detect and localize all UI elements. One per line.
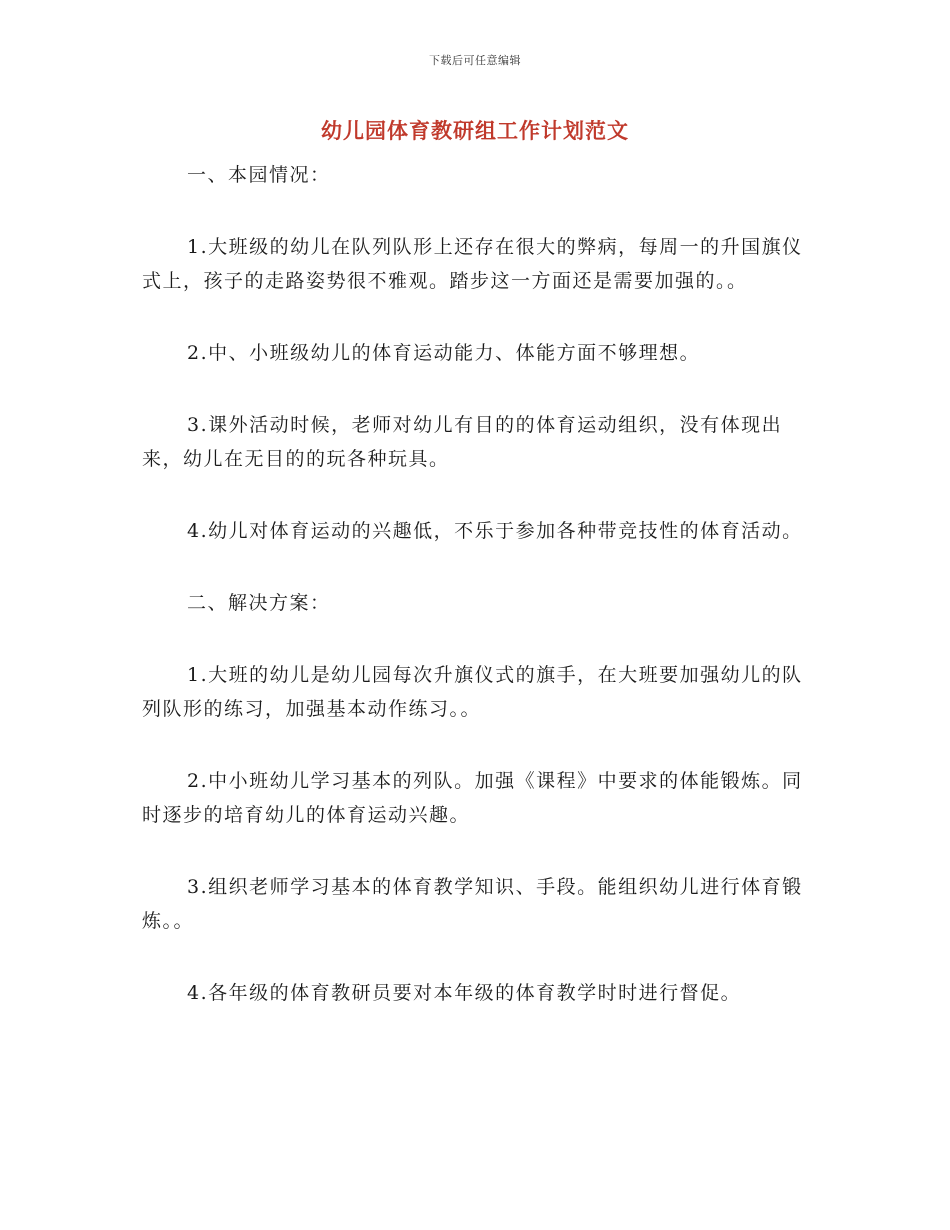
paragraph-solution-2: 2.中小班幼儿学习基本的列队。加强《课程》中要求的体能锻炼。同时逐步的培育幼儿的体育运动兴趣。: [142, 770, 803, 826]
paragraph-solution-1: 1.大班的幼儿是幼儿园每次升旗仪式的旗手，在大班要加强幼儿的队列队形的练习，加强基本动作练习。。: [142, 664, 803, 720]
document-body: [142, 158, 810, 1048]
header-note: 下载后可任意编辑: [429, 54, 521, 67]
paragraph-situation-2: 2.中、小班级幼儿的体育运动能力、体能方面不够理想。: [187, 342, 701, 364]
paragraph-situation-4: 4.幼儿对体育运动的兴趣低，不乐于参加各种带竞技性的体育活动。: [187, 520, 803, 542]
paragraph-situation-1: 1.大班级的幼儿在队列队形上还存在很大的弊病，每周一的升国旗仪式上，孩子的走路姿势很不雅观。踏步这一方面还是需要加强的。。: [142, 236, 803, 292]
section-heading-situation: 一、本园情况：: [187, 164, 331, 186]
paragraph-solution-4: 4.各年级的体育教研员要对本年级的体育教学时时进行督促。: [187, 982, 742, 1004]
document-title: 幼儿园体育教研组工作计划范文: [321, 118, 629, 143]
section-heading-solutions: 二、解决方案：: [187, 592, 331, 614]
paragraph-situation-3: 3.课外活动时候，老师对幼儿有目的的体育运动组织，没有体现出来，幼儿在无目的的玩各种玩具。: [142, 414, 783, 470]
paragraph-solution-3: 3.组织老师学习基本的体育教学知识、手段。能组织幼儿进行体育锻炼。。: [142, 876, 803, 932]
